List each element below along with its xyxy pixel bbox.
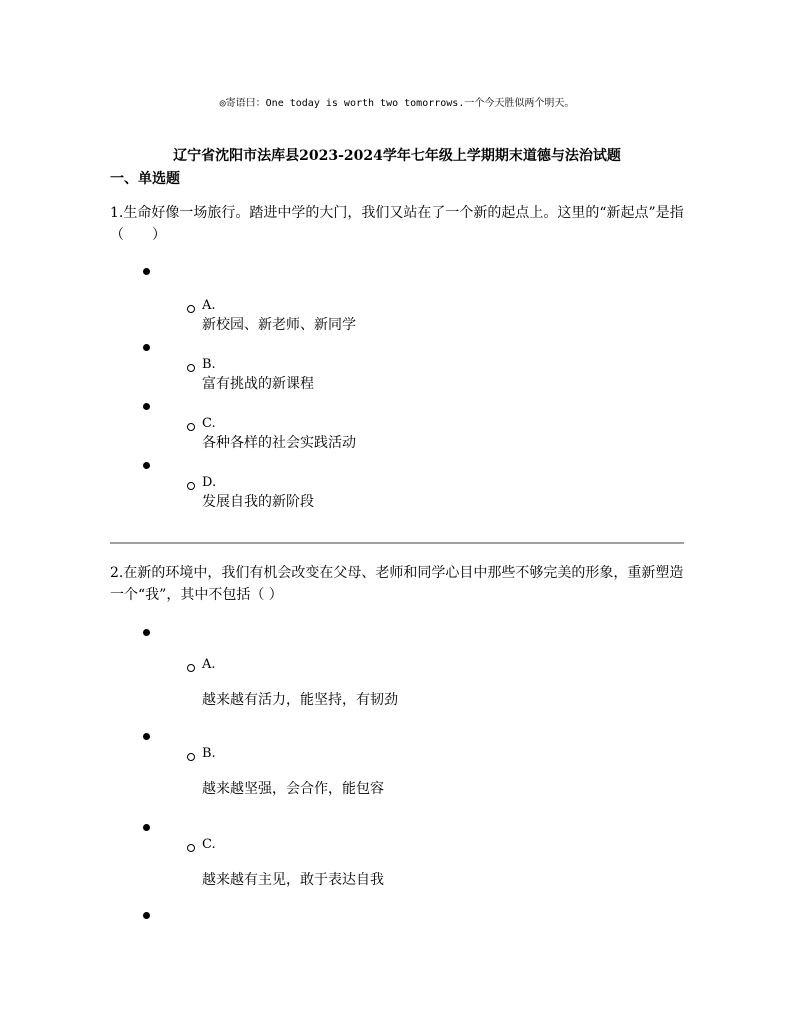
q2-option-b-text[interactable]: 越来越坚强，会合作，能包容 xyxy=(202,781,384,797)
q1-option-a-letter: A. xyxy=(202,298,216,313)
q2-option-b-letter: B. xyxy=(202,746,216,761)
header-motto: ◎寄语曰：One today is worth two tomorrows.一个今天胜似两个明天。 xyxy=(219,98,575,109)
list-bullet xyxy=(143,268,150,275)
q1-option-c-letter: C. xyxy=(202,416,216,431)
q1-option-d-letter: D. xyxy=(202,475,217,490)
q2-option-c-text[interactable]: 越来越有主见，敢于表达自我 xyxy=(202,872,384,888)
question-divider xyxy=(110,542,684,544)
question-2-stem: 2.在新的环境中，我们有机会改变在父母、老师和同学心目中那些不够完美的形象，重新塑造一个“我”，其中不包括（ ） xyxy=(110,565,684,603)
q1-option-b-letter: B. xyxy=(202,357,216,372)
list-bullet xyxy=(143,462,150,469)
option-circle-marker xyxy=(187,844,195,852)
q1-option-c-text[interactable]: 各种各样的社会实践活动 xyxy=(202,435,356,451)
q2-option-a-letter: A. xyxy=(202,657,216,672)
list-bullet xyxy=(143,403,150,410)
list-bullet xyxy=(143,344,150,351)
option-circle-marker xyxy=(187,753,195,761)
option-circle-marker xyxy=(187,364,195,372)
question-1-stem: 1.生命好像一场旅行。踏进中学的大门，我们又站在了一个新的起点上。这里的“新起点”是指（ ） xyxy=(110,205,684,243)
q2-option-c-letter: C. xyxy=(202,837,216,852)
list-bullet xyxy=(143,733,150,740)
document-title: 辽宁省沈阳市法库县2023-2024学年七年级上学期期末道德与法治试题 xyxy=(173,148,621,164)
q2-option-a-text[interactable]: 越来越有活力，能坚持，有韧劲 xyxy=(202,692,398,708)
section-heading: 一、单选题 xyxy=(110,171,180,187)
option-circle-marker xyxy=(187,423,195,431)
q1-option-a-text[interactable]: 新校园、新老师、新同学 xyxy=(202,317,356,333)
q1-option-b-text[interactable]: 富有挑战的新课程 xyxy=(202,376,314,392)
option-circle-marker xyxy=(187,664,195,672)
option-circle-marker xyxy=(187,482,195,490)
option-circle-marker xyxy=(187,305,195,313)
list-bullet xyxy=(143,912,150,919)
list-bullet xyxy=(143,629,150,636)
q1-option-d-text[interactable]: 发展自我的新阶段 xyxy=(202,494,314,510)
list-bullet xyxy=(143,824,150,831)
